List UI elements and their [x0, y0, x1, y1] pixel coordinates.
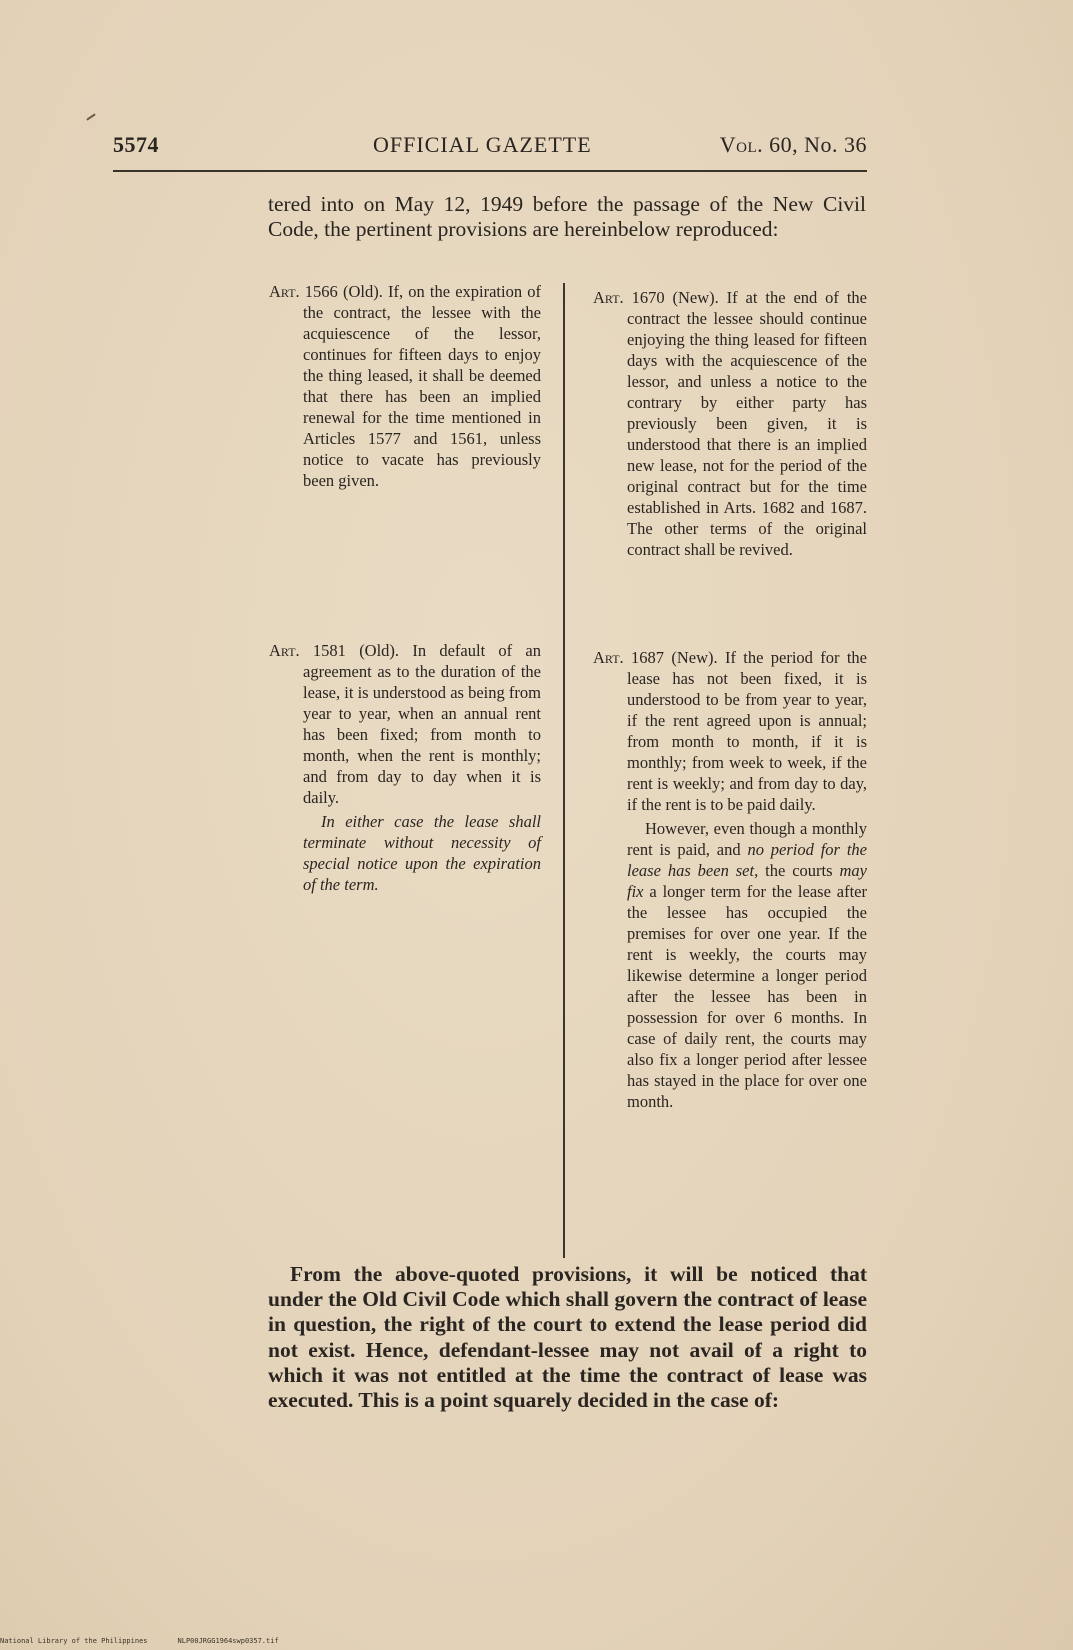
article-heading: . 1687 (New). [619, 648, 718, 667]
article-1566-old [269, 281, 541, 491]
para-italic: may fix [627, 861, 867, 901]
article-second-paragraph [593, 818, 867, 1112]
page-number: 5574 [113, 132, 159, 157]
volume-rest: . 60, No. 36 [757, 132, 867, 157]
scan-footer [0, 1637, 309, 1645]
article-heading: . 1670 (New). [619, 288, 719, 307]
footer-library: National Library of the Philippines [0, 1637, 148, 1645]
article-1687-new [593, 647, 867, 1112]
intro-paragraph: tered into on May 12, 1949 before the passage of the New Civil Code, the pertinent provisions are hereinbelow reproduced: [268, 192, 866, 241]
art-label: Art [269, 641, 296, 660]
article-heading: . 1581 (Old). [295, 641, 400, 660]
article-italic-paragraph: In either case the lease shall terminate without necessity of special notice upon the expiration of the term. [303, 812, 541, 894]
header-rule [113, 170, 867, 172]
volume-prefix: Vol [719, 132, 758, 157]
publication-title: OFFICIAL GAZETTE [373, 132, 592, 157]
para-italic: no period for the lease has been set, [627, 840, 867, 880]
article-body: If at the end of the contract the lessee should continue enjoying the thing leased for fifteen days with the acquiescence of the lessor, and unless a notice to the contrary by either party has previously been given, it is understood that there is an implied new lease, not for the period of the original contract but for the time established in Arts. 1682 and 1687. The other terms of the original contract shall be revived. [627, 288, 867, 559]
running-header [113, 132, 867, 162]
article-body: If, on the expiration of the contract, the lessee with the acquiescence of the lessor, continues for fifteen days to enjoy the thing leased, it shall be deemed that there has been an implied renewal for the time mentioned in Articles 1577 and 1561, unless notice to vacate has previously been given. [303, 282, 541, 490]
para-text: a longer term for the lease after the lessee has occupied the premises for over one year. If the rent is weekly, the courts may likewise determine a longer period after the lessee has been in possession for over 6 months. In case of daily rent, the courts may also fix a longer period after lessee has stayed in the place for over one month. [627, 882, 867, 1111]
footer-file: NLP00JRGG1964swp0357.tif [177, 1637, 279, 1645]
article-1581-old [269, 640, 541, 895]
art-label: Art [593, 288, 620, 307]
article-body: If the period for the lease has not been fixed, it is understood to be from year to year, if the rent agreed upon is annual; from month to month, if it is monthly; from week to week, if the rent is weekly; and from day to day, if the rent is to be paid daily. [627, 648, 867, 814]
art-label: Art [269, 282, 296, 301]
article-1670-new [593, 287, 867, 560]
article-heading: . 1566 (Old). [295, 282, 383, 301]
article-body: In default of an agreement as to the duration of the lease, it is understood as being from year to year, when an annual rent has been fixed; from month to month, when the rent is monthly; and from day to day when it is daily. [303, 641, 541, 807]
closing-paragraph: From the above-quoted provisions, it will be noticed that under the Old Civil Code which shall govern the contract of lease in question, the right of the court to extend the lease period did not exist. Hence, defendant-lessee may not avail of a right to which it was not entitled at the time the contract of lease was executed. This is a point squarely decided in the case of: [268, 1262, 867, 1413]
column-divider [563, 283, 565, 1258]
para-text: the courts [758, 861, 840, 880]
volume-info [720, 132, 867, 158]
para-text: However, even though a monthly rent is paid, and [627, 819, 867, 859]
art-label: Art [593, 648, 620, 667]
